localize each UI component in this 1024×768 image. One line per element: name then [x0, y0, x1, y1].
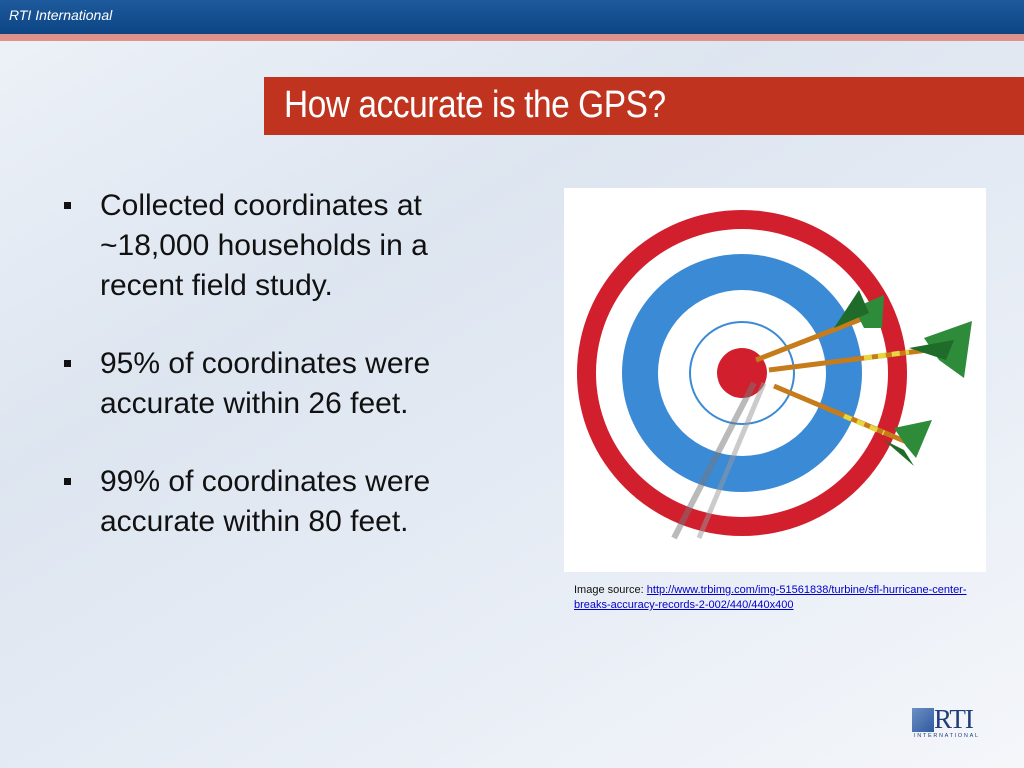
bullet-text: 99% of coordinates were accurate within 80 feet.: [100, 465, 431, 538]
image-source-label: Image source:: [574, 584, 647, 596]
target-image: [564, 188, 986, 572]
image-source-caption: [574, 583, 974, 613]
bullet-item: [60, 344, 500, 424]
target-rings: [577, 210, 907, 536]
bullet-square-icon: [64, 360, 71, 367]
rti-logo-mark-icon: [912, 708, 934, 732]
header-brand-text: RTI International: [9, 7, 113, 23]
rti-logo-word: RTI: [934, 704, 973, 734]
bullet-text: 95% of coordinates were accurate within 26 feet.: [100, 347, 431, 420]
image-source-link[interactable]: http://www.trbimg.com/img-51561838/turbine/sfl-hurricane-center-breaks-accuracy-records-2-002/440/440x400: [574, 584, 967, 611]
bullet-item: [60, 186, 500, 306]
bullet-list: [60, 186, 500, 580]
header-accent-line: [0, 34, 1024, 41]
rti-logo: [912, 706, 990, 740]
bullet-text: Collected coordinates at ~18,000 households in a recent field study.: [100, 189, 428, 302]
slide-title-banner: [264, 77, 1024, 135]
slide-title: How accurate is the GPS?: [284, 84, 666, 126]
bullet-item: [60, 462, 500, 542]
rti-logo-sub: INTERNATIONAL: [914, 733, 980, 739]
bullet-square-icon: [64, 478, 71, 485]
bullet-square-icon: [64, 202, 71, 209]
top-header-bar: [0, 0, 1024, 34]
